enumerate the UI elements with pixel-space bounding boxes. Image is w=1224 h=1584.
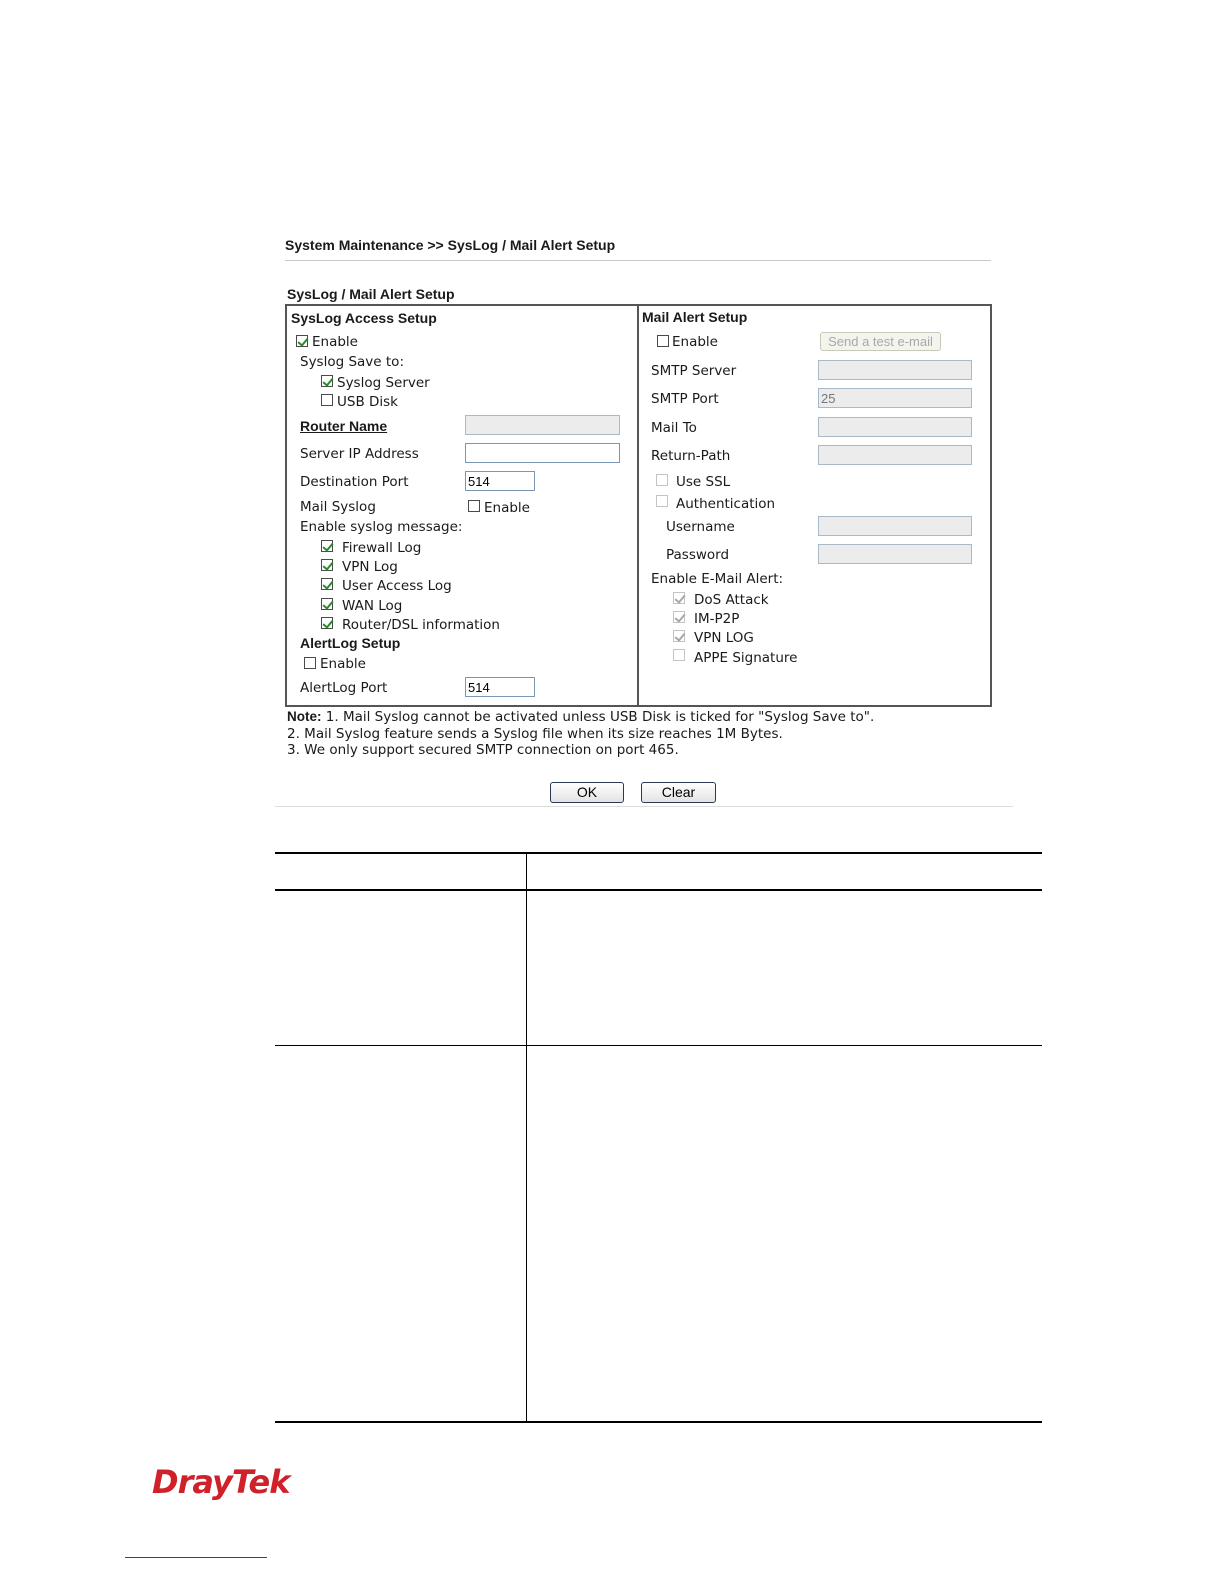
syslog-enable-label: Enable (312, 334, 358, 350)
router-dsl-info-label: Router/DSL information (342, 617, 500, 633)
wan-log-label: WAN Log (342, 598, 403, 614)
smtp-port-label: SMTP Port (651, 391, 719, 407)
return-path-label: Return-Path (651, 448, 731, 464)
appe-signature-checkbox[interactable] (673, 649, 685, 661)
use-ssl-checkbox[interactable] (656, 474, 668, 486)
table-column-divider (526, 852, 527, 1423)
smtp-port-input[interactable] (818, 388, 972, 408)
ok-button[interactable]: OK (550, 782, 624, 803)
note-line-1-text: 1. Mail Syslog cannot be activated unless USB Disk is ticked for "Syslog Save to". (321, 709, 875, 725)
draytek-logo: DrayTek (152, 1463, 290, 1501)
table-row-border (275, 1045, 1042, 1046)
enable-email-alert-label: Enable E-Mail Alert: (651, 571, 784, 587)
buttons-divider (275, 806, 1013, 807)
smtp-server-label: SMTP Server (651, 363, 737, 379)
syslog-server-label: Syslog Server (337, 375, 430, 391)
alertlog-port-label: AlertLog Port (300, 680, 388, 696)
return-path-input[interactable] (818, 445, 972, 465)
table-bottom-border (275, 1421, 1042, 1423)
router-name-link[interactable]: Router Name (300, 418, 388, 434)
usb-disk-label: USB Disk (337, 394, 399, 410)
alertlog-heading: AlertLog Setup (300, 635, 401, 651)
note-line-3: 3. We only support secured SMTP connection on port 465. (287, 742, 679, 758)
table-top-border (275, 852, 1042, 854)
authentication-label: Authentication (676, 496, 776, 512)
note-prefix: Note: (287, 709, 322, 724)
mail-syslog-label: Mail Syslog (300, 499, 376, 515)
destination-port-label: Destination Port (300, 474, 409, 490)
user-access-log-checkbox[interactable] (321, 578, 333, 590)
note-line-2: 2. Mail Syslog feature sends a Syslog file when its size reaches 1M Bytes. (287, 726, 783, 742)
appe-signature-label: APPE Signature (694, 650, 798, 666)
router-dsl-info-checkbox[interactable] (321, 617, 333, 629)
syslog-heading: SysLog Access Setup (291, 310, 437, 326)
alertlog-enable-label: Enable (320, 656, 366, 672)
send-test-email-button[interactable]: Send a test e-mail (820, 332, 941, 351)
syslog-save-to-label: Syslog Save to: (300, 354, 404, 370)
mail-enable-checkbox[interactable] (657, 335, 669, 347)
password-input[interactable] (818, 544, 972, 564)
breadcrumb: System Maintenance >> SysLog / Mail Alert Setup (285, 237, 616, 253)
mail-to-input[interactable] (818, 417, 972, 437)
server-ip-input[interactable] (465, 443, 620, 463)
mail-enable-label: Enable (672, 334, 718, 350)
vpn-log-alert-label: VPN LOG (694, 630, 754, 646)
mail-syslog-enable-checkbox[interactable] (468, 500, 480, 512)
authentication-checkbox[interactable] (656, 495, 668, 507)
usb-disk-checkbox[interactable] (321, 394, 333, 406)
footer-link-underline (125, 1557, 267, 1558)
server-ip-label: Server IP Address (300, 446, 419, 462)
mail-syslog-enable-label: Enable (484, 500, 530, 516)
dos-attack-checkbox[interactable] (673, 592, 685, 604)
breadcrumb-divider (285, 260, 991, 261)
note-line-1 (287, 709, 874, 725)
dos-attack-label: DoS Attack (694, 592, 769, 608)
enable-syslog-message-label: Enable syslog message: (300, 519, 463, 535)
firewall-log-checkbox[interactable] (321, 540, 333, 552)
mail-to-label: Mail To (651, 420, 697, 436)
im-p2p-label: IM-P2P (694, 611, 740, 627)
smtp-server-input[interactable] (818, 360, 972, 380)
im-p2p-checkbox[interactable] (673, 611, 685, 623)
firewall-log-label: Firewall Log (342, 540, 422, 556)
router-name-input[interactable] (465, 415, 620, 435)
syslog-server-checkbox[interactable] (321, 375, 333, 387)
use-ssl-label: Use SSL (676, 474, 731, 490)
vpn-log-label: VPN Log (342, 559, 398, 575)
syslog-enable-checkbox[interactable] (296, 335, 308, 347)
user-access-log-label: User Access Log (342, 578, 452, 594)
wan-log-checkbox[interactable] (321, 598, 333, 610)
vpn-log-checkbox[interactable] (321, 559, 333, 571)
username-label: Username (666, 519, 735, 535)
alertlog-port-input[interactable] (465, 677, 535, 697)
mail-alert-heading: Mail Alert Setup (642, 309, 748, 325)
password-label: Password (666, 547, 730, 563)
table-header-border (275, 889, 1042, 891)
username-input[interactable] (818, 516, 972, 536)
panel-divider (637, 304, 639, 707)
destination-port-input[interactable] (465, 471, 535, 491)
vpn-log-alert-checkbox[interactable] (673, 630, 685, 642)
section-title: SysLog / Mail Alert Setup (287, 286, 455, 302)
alertlog-enable-checkbox[interactable] (304, 657, 316, 669)
clear-button[interactable]: Clear (641, 782, 716, 803)
